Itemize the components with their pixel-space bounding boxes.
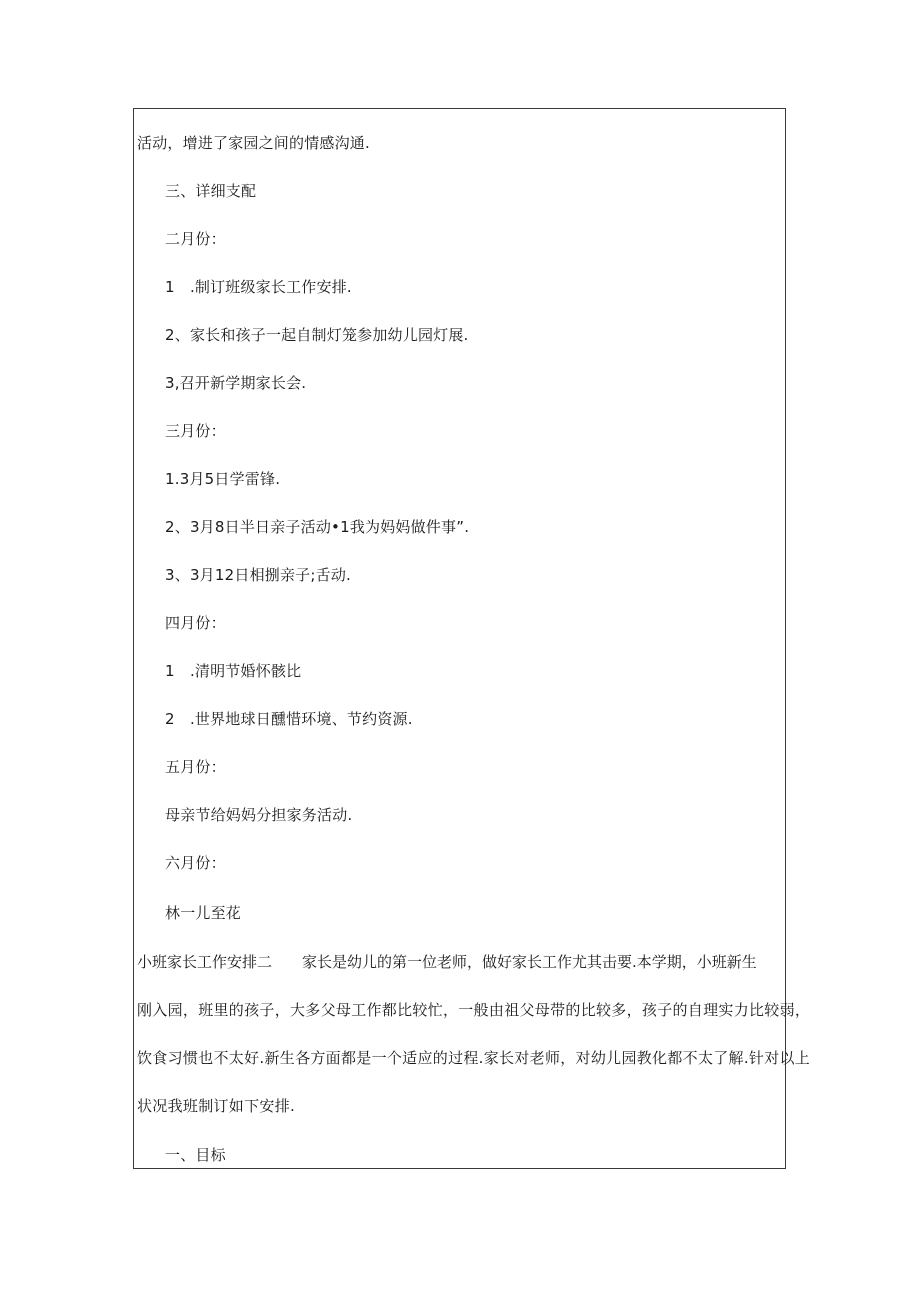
section-heading: 三、详细支配 bbox=[165, 182, 257, 200]
month-heading: 三月份： bbox=[165, 422, 226, 440]
intro-line: 状况我班制订如下安排. bbox=[137, 1097, 296, 1115]
month-heading: 五月份： bbox=[165, 758, 226, 776]
month-heading: 六月份： bbox=[165, 854, 226, 872]
list-item: 1 .制订班级家长工作安排. bbox=[165, 278, 352, 296]
text-line: 活动，增进了家园之间的情感沟通. bbox=[137, 134, 370, 152]
section-title-row bbox=[137, 952, 757, 972]
intro-line: 饮食习惯也不太好.新生各方面都是一个适应的过程.家长对老师，对幼儿园教化都不太了解.针对以上 bbox=[137, 1049, 811, 1067]
intro-first-line: 家长是幼儿的第一位老师，做好家长工作尤其击要.本学期，小班新生 bbox=[302, 953, 757, 971]
list-item: 林一儿至花 bbox=[165, 904, 242, 922]
list-item: 1.3月5日学雷锋. bbox=[165, 470, 281, 488]
subheading: 一、目标 bbox=[165, 1146, 226, 1164]
intro-line: 刚入园，班里的孩子，大多父母工作都比较忙，一般由祖父母带的比较多，孩子的自理实力比较弱， bbox=[137, 1001, 811, 1019]
list-item: 3、3月12日相捌亲子;舌动. bbox=[165, 566, 351, 584]
section-title: 小班家长工作安排二 bbox=[137, 953, 273, 971]
list-item: 母亲节给妈妈分担家务活动. bbox=[165, 806, 353, 824]
month-heading: 二月份： bbox=[165, 230, 226, 248]
list-item: 2 .世界地球日醺惜环境、节约资源. bbox=[165, 710, 413, 728]
list-item: 1 .清明节婚怀骸比 bbox=[165, 662, 302, 680]
list-item: 2、家长和孩子一起自制灯笼参加幼儿园灯展. bbox=[165, 326, 469, 344]
list-item: 3,召开新学期家长会. bbox=[165, 374, 307, 392]
month-heading: 四月份： bbox=[165, 614, 226, 632]
list-item: 2、3月8日半日亲子活动•1我为妈妈做件事”. bbox=[165, 518, 470, 536]
